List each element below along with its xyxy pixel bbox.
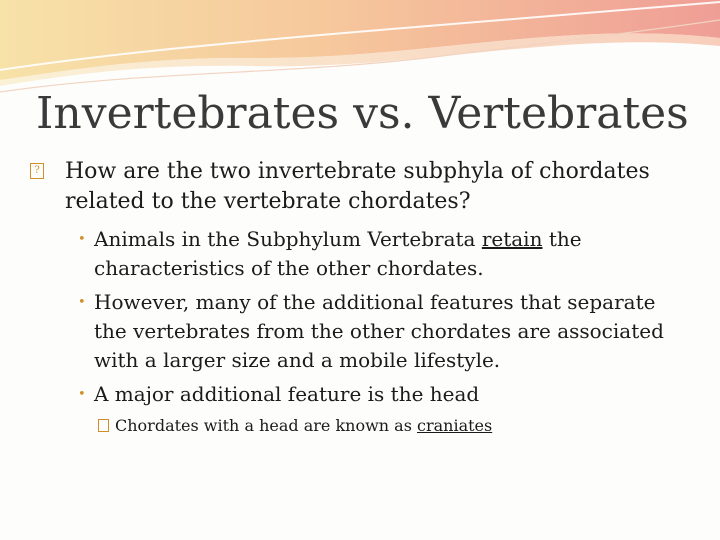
round-bullet-icon: • xyxy=(78,387,86,402)
question-line-2: related to the vertebrate chordates? xyxy=(65,189,471,214)
square-sub-bullet-icon xyxy=(98,419,109,432)
main-question-text xyxy=(30,157,690,217)
slide-title: Invertebrates vs. Vertebrates xyxy=(36,88,689,139)
round-bullet-icon: • xyxy=(78,295,86,310)
sub-bullet-point xyxy=(98,413,658,439)
point-1-emphasis: retain xyxy=(481,227,543,251)
bullet-point-2-text: However, many of the additional features that separate the vertebrates from the other chordates are associated with a larger size and a mobile lifestyle. xyxy=(94,290,664,372)
bullet-point-3 xyxy=(78,380,678,409)
bullet-point-1 xyxy=(78,225,678,283)
bullet-point-3-text: A major additional feature is the head xyxy=(94,382,480,406)
bullet-point-2 xyxy=(78,288,678,375)
round-bullet-icon: • xyxy=(78,232,86,247)
sub-point-emphasis: craniates xyxy=(417,416,493,435)
point-1-after: the characteristics of the other chordates. xyxy=(94,227,582,280)
point-1-before: Animals in the Subphylum Vertebrata xyxy=(94,227,482,251)
sub-point-before: Chordates with a head are known as xyxy=(115,416,417,435)
bullet-point-1-text xyxy=(78,225,678,283)
main-question xyxy=(30,157,690,217)
question-line-1: How are the two invertebrate subphyla of chordates xyxy=(65,159,650,184)
square-bullet-icon: ? xyxy=(30,163,44,179)
